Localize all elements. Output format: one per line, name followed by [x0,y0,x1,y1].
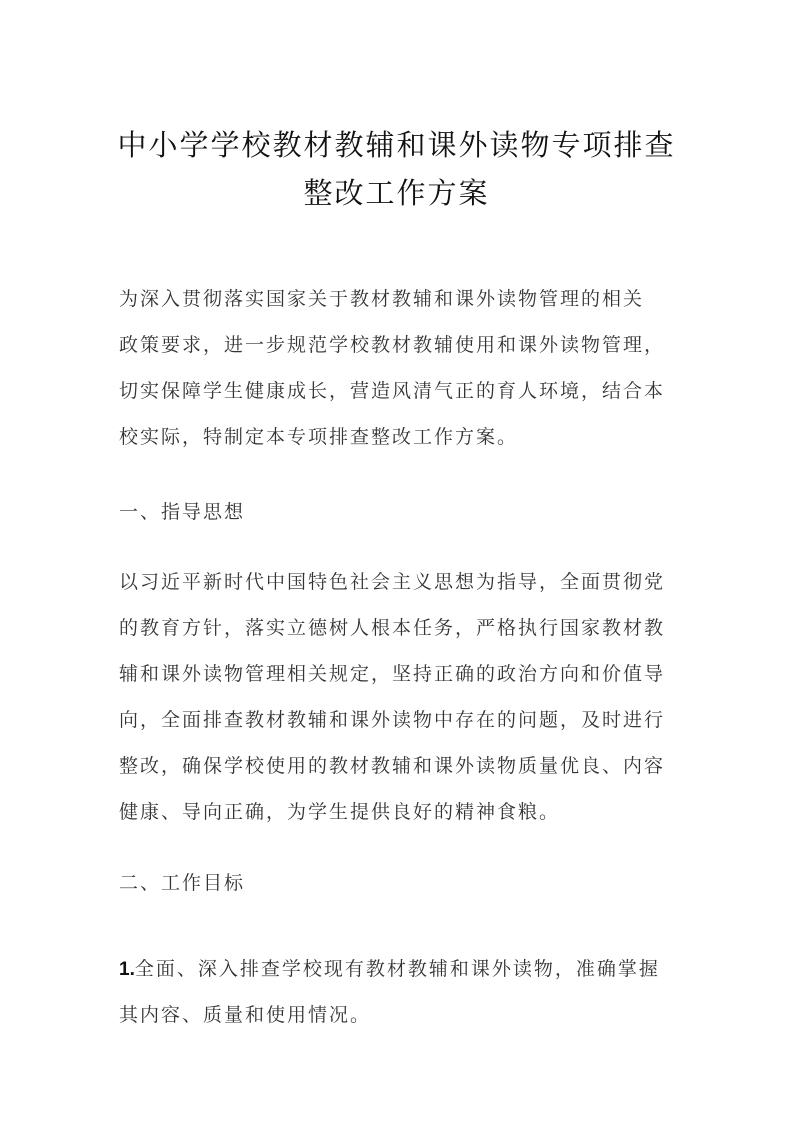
item-number: 1. [119,959,135,980]
text-line: 的教育方针，落实立德树人根本任务，严格执行国家教材教 [119,617,666,639]
document-title [0,121,793,217]
text-line: 政策要求，进一步规范学校教材教辅使用和课外读物管理， [119,334,666,356]
section-2-item-1 [119,946,679,1038]
text-line: 健康、导向正确，为学生提供良好的精神食粮。 [119,801,561,823]
intro-paragraph [119,276,679,460]
heading-text: 二、工作目标 [119,872,246,894]
heading-text: 一、指导思想 [119,501,246,523]
text-line: 为深入贯彻落实国家关于教材教辅和课外读物管理的相关 [119,288,645,310]
text-line: 整改，确保学校使用的教材教辅和课外读物质量优良、内容 [119,755,666,777]
text-line: 辅和课外读物管理相关规定，坚持正确的政治方向和价值导 [119,663,666,685]
title-line-2: 整改工作方案 [303,176,490,210]
item-text: 全面、深入排查学校现有教材教辅和课外读物，准确掌握 [134,958,660,980]
text-line: 向，全面排查教材教辅和课外读物中存在的问题，及时进行 [119,709,666,731]
text-line: 其内容、质量和使用情况。 [119,1004,372,1026]
text-line: 以习近平新时代中国特色社会主义思想为指导，全面贯彻党 [119,571,666,593]
text-line: 切实保障学生健康成长，营造风清气正的育人环境，结合本 [119,380,666,402]
section-1-heading [119,489,679,535]
text-line: 校实际，特制定本专项排查整改工作方案。 [119,426,519,448]
text-line [119,946,679,992]
title-line-1: 中小学学校教材教辅和课外读物专项排查 [117,128,676,162]
section-1-paragraph [119,559,679,835]
section-2-heading [119,860,679,906]
